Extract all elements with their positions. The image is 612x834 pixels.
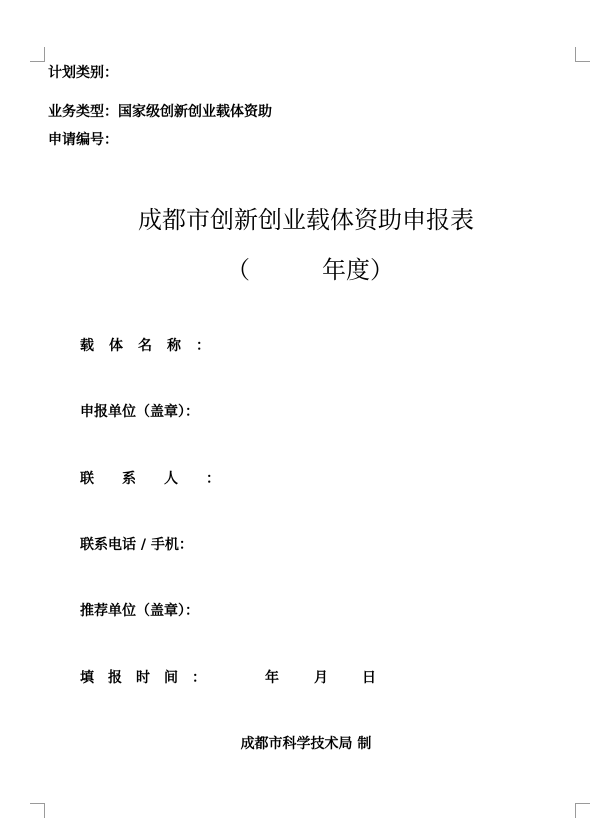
year-open-paren: （ (226, 256, 250, 284)
business-type-label: 业务类型：国家级创新创业载体资助 (48, 104, 272, 120)
crop-mark-top-right (575, 47, 590, 62)
date-month-label: 月 (314, 670, 328, 686)
contact-person-label: 联系人： (80, 471, 248, 487)
recommending-unit-label: 推荐单位（盖章）： (80, 603, 199, 619)
plan-type-label: 计划类别： (48, 65, 118, 81)
year-label: 年度） (322, 256, 394, 284)
crop-mark-bottom-left (30, 803, 45, 818)
date-year-label: 年 (265, 670, 279, 686)
application-number-label: 申请编号： (48, 132, 118, 148)
crop-mark-top-left (30, 47, 45, 62)
contact-phone-label: 联系电话 / 手机： (80, 537, 193, 553)
document-title: 成都市创新创业载体资助申报表 (138, 206, 474, 234)
issuer-line: 成都市科学技术局 制 (240, 736, 372, 752)
carrier-name-label: 载体名称： (80, 338, 225, 354)
date-day-label: 日 (362, 670, 376, 686)
fill-time-label: 填报时间： (80, 670, 220, 686)
crop-mark-bottom-right (575, 803, 590, 818)
applicant-unit-label: 申报单位（盖章）： (80, 404, 199, 420)
